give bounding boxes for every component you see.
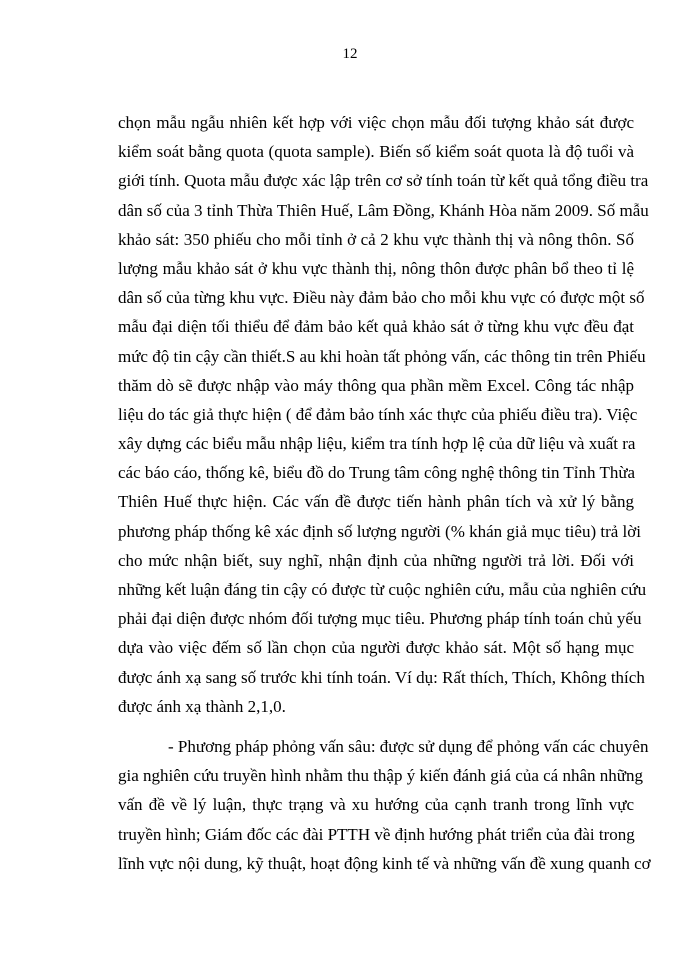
text-line: mức độ tin cậy cần thiết.S au khi hoàn tất phỏng vấn, các thông tin trên Phiếu [118, 346, 646, 366]
text-line: dân số của từng khu vực. Điều này đảm bảo cho mỗi khu vực có được một số [118, 288, 645, 308]
text-line: được ánh xạ thành 2,1,0. [118, 696, 286, 716]
text-line: truyền hình; Giám đốc các đài PTTH về định hướng phát triển của đài trong [118, 824, 635, 844]
text-line: phương pháp thống kê xác định số lượng người (% khán giả mục tiêu) trả lời [118, 521, 641, 541]
text-line: khảo sát: 350 phiếu cho mỗi tỉnh ở cả 2 khu vực thành thị và nông thôn. Số [118, 229, 634, 249]
text-line: phải đại diện được nhóm đối tượng mục tiêu. Phương pháp tính toán chủ yếu [118, 609, 642, 629]
text-line: thăm dò sẽ được nhập vào máy thông qua phần mềm Excel. Công tác nhập [118, 375, 634, 395]
text-line: vấn đề về lý luận, thực trạng và xu hướng của cạnh tranh trong lĩnh vực [118, 795, 634, 815]
text-line: dựa vào việc đếm số lần chọn của người được khảo sát. Một số hạng mục [118, 638, 634, 658]
text-line: được ánh xạ sang số trước khi tính toán. Ví dụ: Rất thích, Thích, Không thích [118, 667, 645, 687]
text-line: dân số của 3 tỉnh Thừa Thiên Huế, Lâm Đồng, Khánh Hòa năm 2009. Số mẫu [118, 200, 649, 220]
text-line: lượng mẫu khảo sát ở khu vực thành thị, nông thôn được phân bổ theo tỉ lệ [118, 258, 634, 278]
body-text [118, 108, 651, 878]
text-line: những kết luận đáng tin cậy có được từ cuộc nghiên cứu, mẫu của nghiên cứu [118, 580, 647, 599]
text-line: gia nghiên cứu truyền hình nhằm thu thập ý kiến đánh giá của cá nhân những [118, 766, 643, 786]
text-line: cho mức nhận biết, suy nghĩ, nhận định của những người trả lời. Đối với [118, 550, 634, 570]
page-number: 12 [342, 46, 358, 62]
text-line: giới tính. Quota mẫu được xác lập trên cơ sở tính toán từ kết quả tổng điều tra [118, 171, 649, 191]
text-line: xây dựng các biểu mẫu nhập liệu, kiểm tra tính hợp lệ của dữ liệu và xuất ra [118, 434, 636, 454]
text-line: liệu do tác giả thực hiện ( để đảm bảo tính xác thực của phiếu điều tra). Việc [118, 404, 638, 424]
text-line: các báo cáo, thống kê, biểu đồ do Trung tâm công nghệ thông tin Tỉnh Thừa [118, 463, 636, 483]
paragraph-spacing [118, 721, 634, 732]
text-line: chọn mẫu ngẫu nhiên kết hợp với việc chọn mẫu đối tượng khảo sát được [118, 113, 634, 132]
text-line: lĩnh vực nội dung, kỹ thuật, hoạt động kinh tế và những vấn đề xung quanh cơ [118, 853, 651, 873]
text-line: kiểm soát bằng quota (quota sample). Biến số kiểm soát quota là độ tuổi và [118, 142, 634, 162]
text-line: mẫu đại diện tối thiểu để đảm bảo kết quả khảo sát ở từng khu vực đều đạt [118, 317, 634, 337]
text-line: - Phương pháp phỏng vấn sâu: được sử dụng để phỏng vấn các chuyên [168, 736, 649, 756]
text-line: Thiên Huế thực hiện. Các vấn đề được tiến hành phân tích và xử lý bằng [118, 492, 634, 512]
